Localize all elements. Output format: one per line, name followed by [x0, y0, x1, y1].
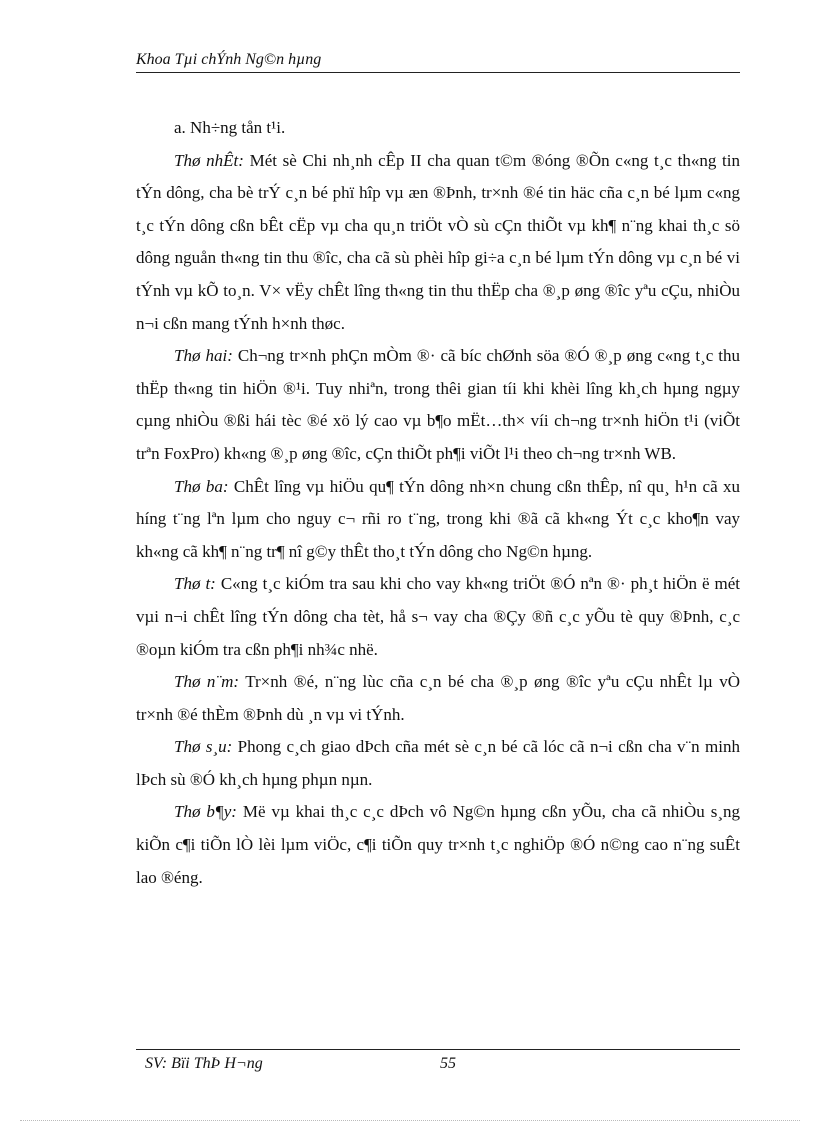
paragraph-text: Ch¬ng tr×nh phÇn mÒm ®· cã bíc chØnh söa ®Ó ®¸p øng c«ng t¸c thu thËp th«ng tin hiÖn ®¹i. Tuy nhiªn, trong thêi gian tíi khi khèi lîng kh¸ch hµng ngµy cµng nhiÒu ®ßi hái tèc ®é xö lý cao vµ b¶o mËt…th× víi ch¬ng tr×nh hiÖn t¹i (viÕt trªn FoxPro) kh«ng ®¸p øng ®îc, cÇn thiÕt ph¶i viÕt l¹i theo ch¬ng tr×nh WB. [136, 346, 740, 463]
paragraph-lead: Thø nhÊt: [174, 150, 244, 170]
paragraph-third [136, 471, 740, 569]
paragraph-text: Mét sè Chi nh¸nh cÊp II cha quan t©m ®óng ®Õn c«ng t¸c th«ng tin tÝn dông, cha bè trÝ c¸n bé phï hîp vµ æn ®Þnh, tr×nh ®é tin häc cña c¸n bé lµm c«ng t¸c tÝn dông cßn bÊt cËp vµ cha qu¸n triÖt vÒ sù cÇn thiÕt vµ kh¶ n¨ng khai th¸c sö dông nguån th«ng tin thu ®îc, cha cã sù phèi hîp gi÷a c¸n bé lµm tÝn dông vµ c¸n bé vi tÝnh vµ kÕ to¸n. V× vËy chÊt lîng th«ng tin thu thËp cha ®¸p øng ®îc yªu cÇu, nhiÒu n¬i cßn mang tÝnh h×nh thøc. [136, 150, 740, 333]
footer-author: SV: Bïi ThÞ H¬ng [145, 1055, 263, 1072]
paragraph-fourth [136, 568, 740, 666]
footer-divider [136, 1049, 740, 1050]
paragraph-lead: Thø t: [174, 574, 216, 594]
paragraph-first [136, 145, 740, 341]
page-number: 55 [440, 1055, 456, 1072]
paragraph-fifth [136, 666, 740, 731]
paragraph-lead: Thø hai: [174, 346, 233, 366]
paragraph-sixth [136, 731, 740, 796]
running-header [136, 50, 740, 73]
paragraph-text: Më vµ khai th¸c c¸c dÞch vô Ng©n hµng cßn yÕu, cha cã nhiÒu s¸ng kiÕn c¶i tiÕn lÒ lèi lµm viÖc, c¶i tiÕn quy tr×nh t¸c nghiÖp ®Ó n©ng cao n¨ng suÊt lao ®éng. [136, 802, 740, 887]
paragraph-lead: Thø s¸u: [174, 737, 233, 757]
page-footer [145, 1055, 735, 1075]
page-body [136, 112, 740, 894]
paragraph-text: Tr×nh ®é, n¨ng lùc cña c¸n bé cha ®¸p øng ®îc yªu cÇu nhÊt lµ vÒ tr×nh ®é thÈm ®Þnh dù ¸n vµ vi tÝnh. [136, 672, 740, 724]
paragraph-text: C«ng t¸c kiÓm tra sau khi cho vay kh«ng triÖt ®Ó nªn ®· ph¸t hiÖn ë mét vµi n¬i chÊt lîng tÝn dông cha tèt, hå s¬ vay cha ®Çy ®ñ c¸c yÕu tè quy ®Þnh, c¸c ®oµn kiÓm tra cßn ph¶i nh¾c nhë. [136, 574, 740, 659]
paragraph-text: ChÊt lîng vµ hiÖu qu¶ tÝn dông nh×n chung cßn thÊp, nî qu¸ h¹n cã xu híng t¨ng lªn lµm cho nguy c¬ rñi ro t¨ng, trong khi ®ã cã kh«ng Ýt c¸c kho¶n vay kh«ng cã kh¶ n¨ng tr¶ nî g©y thÊt tho¸t tÝn dông cho Ng©n hµng. [136, 476, 740, 561]
header-title: Khoa Tµi chÝnh Ng©n hµng [136, 51, 322, 68]
paragraph-second [136, 340, 740, 470]
paragraph-lead: Thø b¶y: [174, 802, 237, 822]
section-heading: a. Nh÷ng tån t¹i. [174, 118, 286, 137]
page-edge-divider [20, 1120, 800, 1121]
paragraph-lead: Thø ba: [174, 476, 229, 496]
paragraph-seventh [136, 796, 740, 894]
paragraph-lead: Thø n¨m: [174, 672, 240, 692]
paragraph-text: Phong c¸ch giao dÞch cña mét sè c¸n bé cã lóc cã n¬i cßn cha v¨n minh lÞch sù ®Ó kh¸ch hµng phµn nµn. [136, 737, 740, 789]
